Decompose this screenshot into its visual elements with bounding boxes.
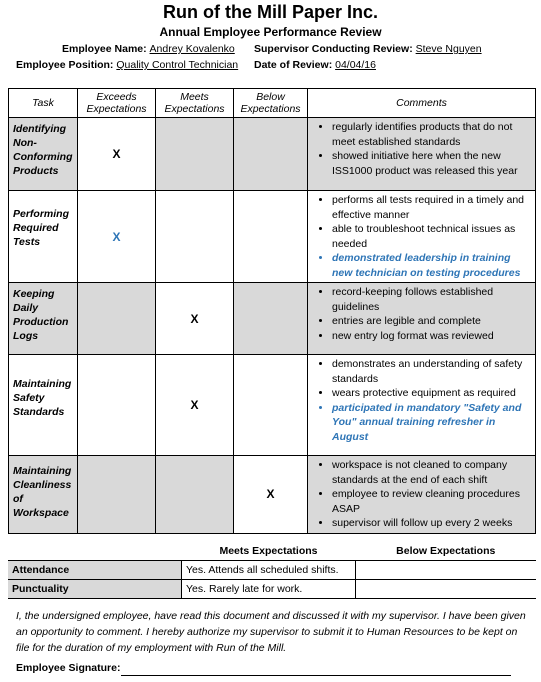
comment-item: • workspace is not cleaned to company standards at the end of each shift [332, 458, 531, 487]
date-value: 04/04/16 [335, 59, 376, 71]
signature-label: Employee Signature: [16, 662, 121, 674]
comment-item: • showed initiative here when the new ISS1000 product was released this year [332, 149, 531, 178]
task-label: Identifying Non-Conforming Products [9, 118, 78, 191]
below-mark [234, 191, 308, 283]
header-task: Task [9, 89, 78, 118]
below-mark [234, 355, 308, 456]
comment-item: • regularly identifies products that do not meet established standards [332, 120, 531, 149]
header-exceeds: Exceeds Expectations [78, 89, 156, 118]
comment-item: • record-keeping follows established guidelines [332, 285, 531, 314]
supervisor-label: Supervisor Conducting Review: [254, 43, 413, 55]
employee-name-value: Andrey Kovalenko [149, 43, 235, 55]
table-row [9, 283, 536, 355]
header-below: Below Expectations [234, 89, 308, 118]
meets-mark: X [156, 355, 234, 456]
comment-item: • wears protective equipment as required [332, 386, 531, 401]
meets-mark: X [156, 283, 234, 355]
header-comments: Comments [308, 89, 536, 118]
meets-mark [156, 118, 234, 191]
table-row [9, 355, 536, 456]
below-mark [234, 283, 308, 355]
table-row [9, 118, 536, 191]
comment-item-highlight: • demonstrated leadership in training new technician on testing procedures [332, 251, 531, 280]
comment-item: • entries are legible and complete [332, 314, 531, 329]
comments-cell [308, 283, 536, 355]
signature-line[interactable] [121, 675, 511, 676]
date-field [254, 59, 376, 71]
exceeds-mark [78, 456, 156, 534]
meets-mark [156, 456, 234, 534]
comment-item: • employee to review cleaning procedures ASAP [332, 487, 531, 516]
exceeds-mark [78, 283, 156, 355]
meets-mark [156, 191, 234, 283]
attendance-header-below: Below Expectations [356, 542, 537, 561]
employee-name-field [62, 43, 235, 55]
comment-item: • new entry log format was reviewed [332, 329, 531, 344]
below-mark [234, 118, 308, 191]
punctuality-label: Punctuality [8, 580, 182, 599]
supervisor-value: Steve Nguyen [415, 43, 482, 55]
attendance-header-meets: Meets Expectations [182, 542, 356, 561]
comment-item-highlight: • participated in mandatory "Safety and You" annual training refresher in August [332, 401, 531, 445]
punctuality-meets-value: Yes. Rarely late for work. [182, 580, 356, 599]
exceeds-mark [78, 355, 156, 456]
attendance-header-blank [8, 542, 182, 561]
table-row [9, 191, 536, 283]
date-label: Date of Review: [254, 59, 333, 71]
comments-cell [308, 191, 536, 283]
table-row [8, 580, 536, 599]
form-title: Annual Employee Performance Review [159, 25, 382, 39]
header-meets: Meets Expectations [156, 89, 234, 118]
acknowledgement-statement: I, the undersigned employee, have read this document and discussed it with my supervisor. I have been given an opportunity to comment. I hereby authorize my supervisor to submit it to Human Resources to be kept on file for the duration of my employment with Run of the Mill. [16, 610, 526, 654]
task-label: Maintaining Cleanliness of Workspace [9, 456, 78, 534]
below-mark: X [234, 456, 308, 534]
comment-item: • supervisor will follow up every 2 weeks [332, 516, 531, 531]
exceeds-mark: X [78, 191, 156, 283]
position-value: Quality Control Technician [116, 59, 239, 71]
comment-item: • demonstrates an understanding of safety standards [332, 357, 531, 386]
task-label: Performing Required Tests [9, 191, 78, 283]
attendance-table [8, 542, 536, 599]
table-row [8, 561, 536, 580]
attendance-header-row [8, 542, 536, 561]
comments-cell [308, 118, 536, 191]
employee-name-label: Employee Name: [62, 43, 147, 55]
attendance-meets-value: Yes. Attends all scheduled shifts. [182, 561, 356, 580]
position-label: Employee Position: [16, 59, 114, 71]
task-label: Keeping Daily Production Logs [9, 283, 78, 355]
attendance-below-value [356, 561, 537, 580]
comment-item: • performs all tests required in a timely and effective manner [332, 193, 531, 222]
attendance-label: Attendance [8, 561, 182, 580]
task-label: Maintaining Safety Standards [9, 355, 78, 456]
comments-cell [308, 456, 536, 534]
comments-cell [308, 355, 536, 456]
review-header-row [9, 89, 536, 118]
supervisor-field [254, 43, 482, 55]
exceeds-mark: X [78, 118, 156, 191]
table-row [9, 456, 536, 534]
position-field [16, 59, 238, 71]
review-table [8, 88, 536, 534]
comment-item: • able to troubleshoot technical issues as needed [332, 222, 531, 251]
company-title: Run of the Mill Paper Inc. [162, 2, 378, 22]
punctuality-below-value [356, 580, 537, 599]
